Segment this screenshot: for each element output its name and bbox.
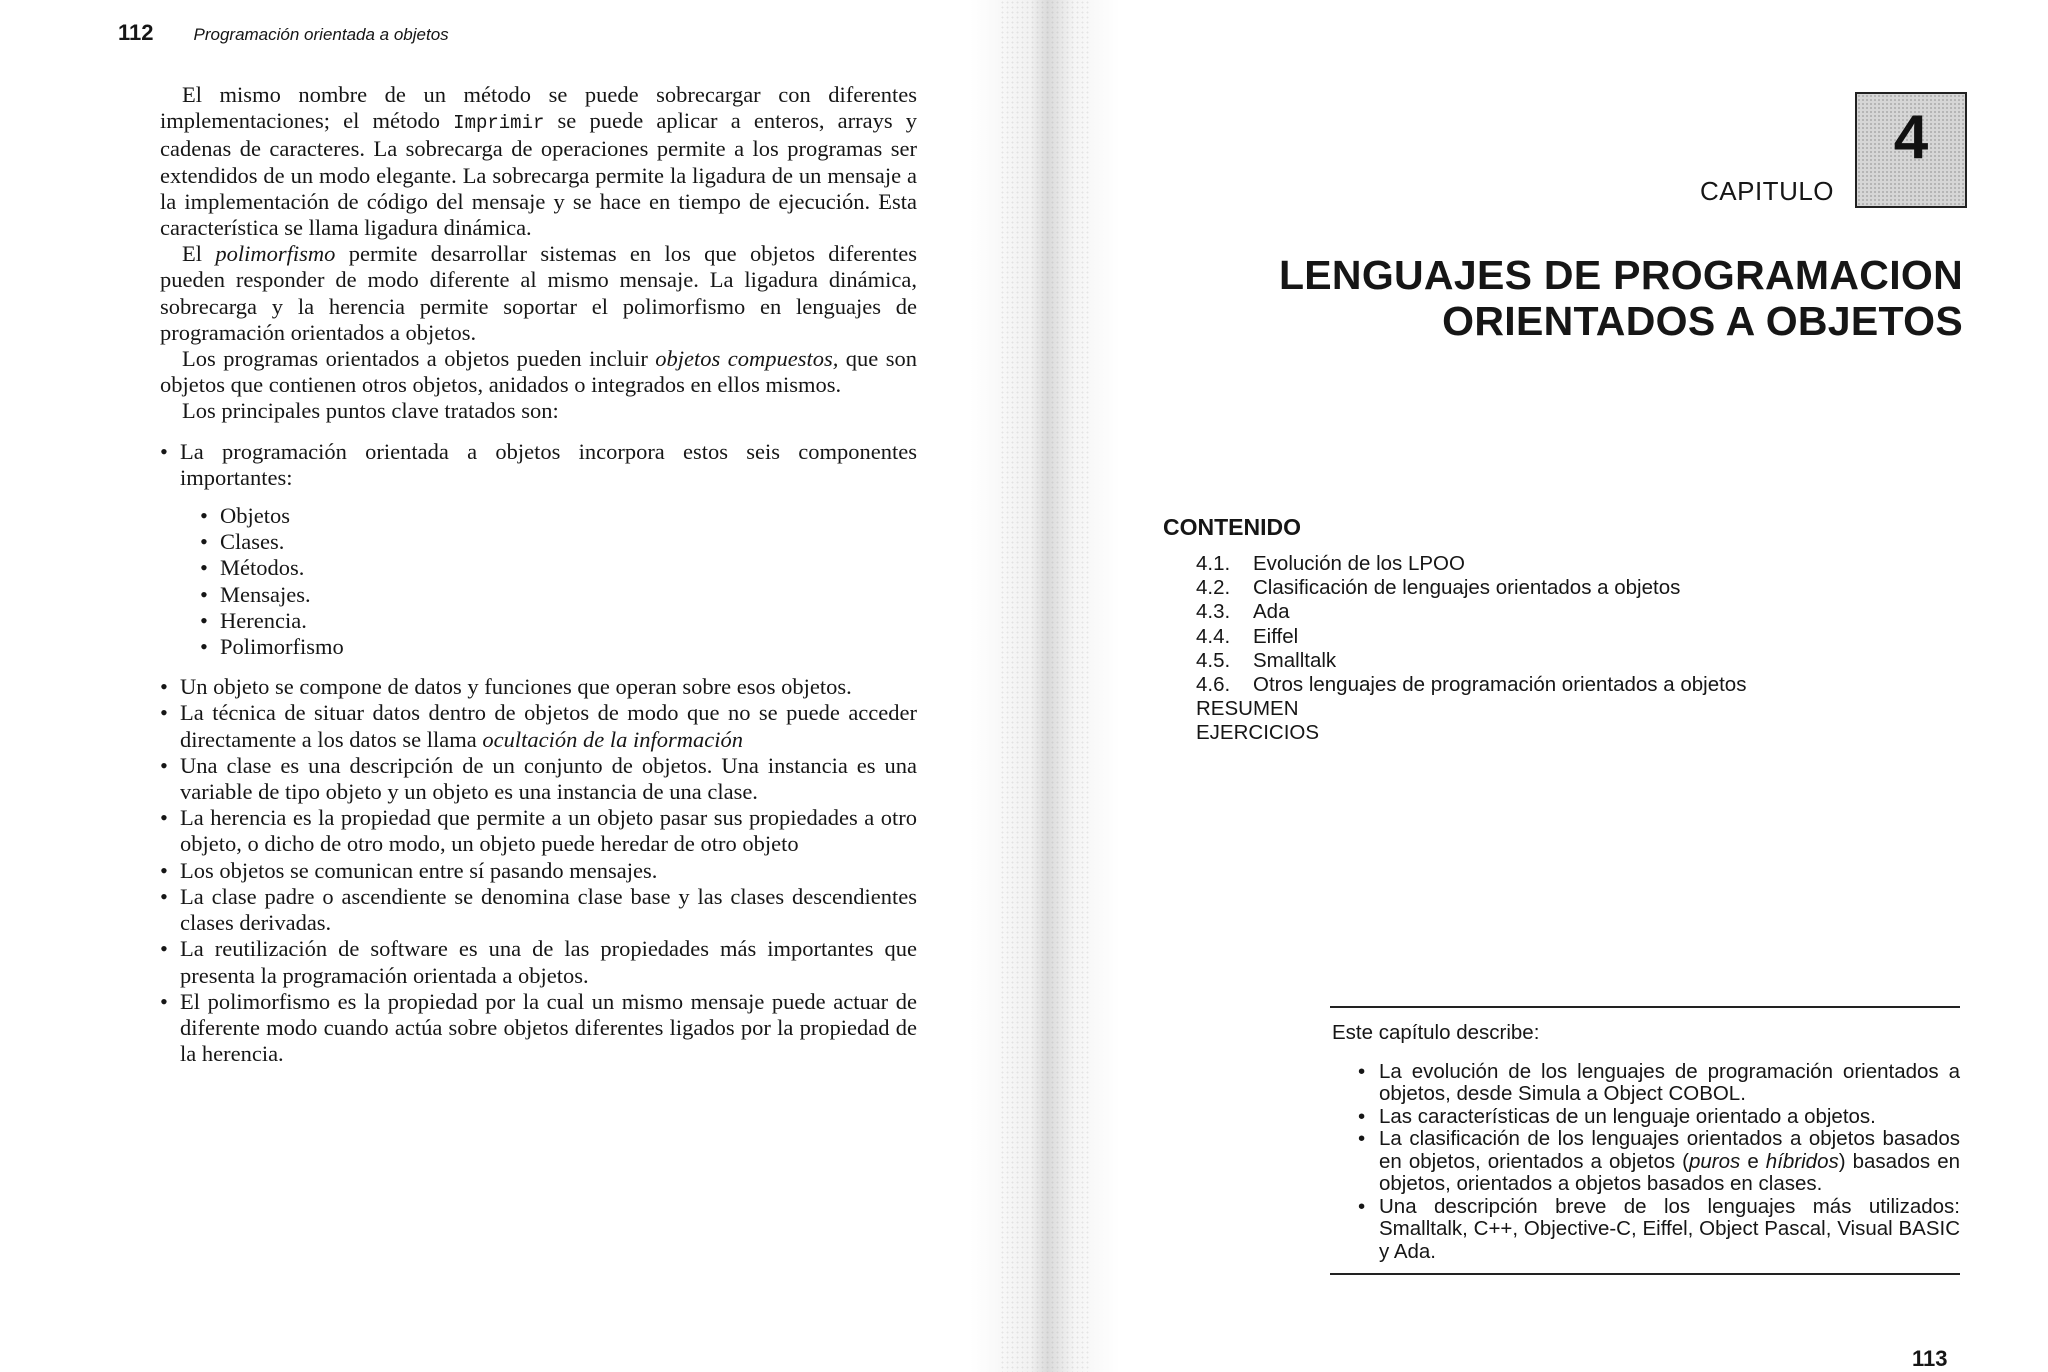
component-item: • Herencia. xyxy=(200,608,917,634)
section-number: 4.1. xyxy=(1196,552,1231,575)
paragraph-overloading: El mismo nombre de un método se puede sobrecargar con diferentes implementaciones; el método Imprimir se puede aplicar a enteros, arrays y cadenas de caracteres. La sobrecarga de operaciones permite a los programas ser extendidos de un modo elegante. La sobrecarga permite la ligadura de un mensaje a la implementación de código del mensaje y se hace en tiempo de ejecución. Esta característica se llama ligadura dinámica. xyxy=(160,82,917,241)
component-item: • Polimorfismo xyxy=(200,634,917,660)
summary-item: • La evolución de los lenguajes de programación orientados a objetos, desde Simula a Object COBOL. xyxy=(1358,1061,1960,1106)
chapter-label: CAPITULO xyxy=(1700,176,1835,206)
summary-item: • La clasificación de los lenguajes orientados a objetos basados en objetos, orientados a objetos (puros e híbridos) basados en objetos, orientados a objetos basados en clases. xyxy=(1358,1128,1960,1196)
contents-item xyxy=(1196,576,1746,600)
page-number-left: 112 xyxy=(118,20,154,45)
list-item: • Una clase es una descripción de un conjunto de objetos. Una instancia es una variable de tipo objeto y un objeto es una instancia de una clase. xyxy=(160,753,917,805)
code-imprimir: Imprimir xyxy=(453,112,545,135)
list-item: • La reutilización de software es una de las propiedades más importantes que presenta la programación orientada a objetos. xyxy=(160,936,917,988)
section-number: 4.2. xyxy=(1196,576,1231,600)
left-body-text xyxy=(160,82,917,1067)
section-title: Otros lenguajes de programación orientados a objetos xyxy=(1253,673,1747,697)
contents-item xyxy=(1196,625,1746,649)
component-item: • Métodos. xyxy=(200,555,917,581)
contents-ejercicios: EJERCICIOS xyxy=(1196,721,1320,745)
contents-item xyxy=(1196,673,1746,697)
contents-resumen: RESUMEN xyxy=(1196,697,1299,720)
chapter-title-line: ORIENTADOS A OBJETOS xyxy=(1442,298,1963,344)
running-title: Programación orientada a objetos xyxy=(193,25,449,44)
contents-extra xyxy=(1196,697,1319,745)
section-title: Eiffel xyxy=(1253,624,1299,648)
summary-list xyxy=(1358,1061,1960,1264)
components-list xyxy=(200,503,917,660)
key-points-list xyxy=(160,439,917,1068)
summary-intro: Este capítulo describe: xyxy=(1332,1021,1540,1044)
contents-heading: CONTENIDO xyxy=(1163,514,1301,540)
contents-item xyxy=(1196,649,1746,673)
list-item: • Los objetos se comunican entre sí pasando mensajes. xyxy=(160,858,917,884)
chapter-title xyxy=(1279,252,1963,344)
page-number-right: 113 xyxy=(1912,1346,1948,1371)
section-number: 4.4. xyxy=(1196,624,1231,648)
component-item: • Objetos xyxy=(200,503,917,529)
contents-list xyxy=(1196,552,1746,697)
paragraph-composite-objects: Los programas orientados a objetos pueden incluir objetos compuestos, que son objetos que contienen otros objetos, anidados o integrados en ellos mismos. xyxy=(160,346,917,398)
summary-item: • Las características de un lenguaje orientado a objetos. xyxy=(1358,1106,1960,1129)
list-item: • La herencia es la propiedad que permite a un objeto pasar sus propiedades a otro objeto, o dicho de otro modo, un objeto puede heredar de otro objeto xyxy=(160,805,917,857)
section-title: Ada xyxy=(1253,600,1290,624)
section-number: 4.6. xyxy=(1196,673,1231,697)
list-item: • La programación orientada a objetos incorpora estos seis componentes importantes: • Objetos • Clases. • Métodos. • Mensajes. • Herencia. • Polimorfismo xyxy=(160,439,917,661)
component-item: • Mensajes. xyxy=(200,582,917,608)
list-item: • La clase padre o ascendiente se denomina clase base y las clases descendientes clases derivadas. xyxy=(160,884,917,936)
paragraph-polymorphism: El polimorfismo permite desarrollar sistemas en los que objetos diferentes pueden responder de modo diferente al mismo mensaje. La ligadura dinámica, sobrecarga y la herencia permite soportar el polimorfismo en lenguajes de programación orientados a objetos. xyxy=(160,241,918,345)
list-item: • Un objeto se compone de datos y funciones que operan sobre esos objetos. xyxy=(160,674,917,700)
chapter-number-box xyxy=(1855,92,1967,208)
chapter-number: 4 xyxy=(1893,103,1929,172)
running-head xyxy=(118,20,449,46)
section-title: Evolución de los LPOO xyxy=(1253,552,1465,575)
summary-item: • Una descripción breve de los lenguajes más utilizados: Smalltalk, C++, Objective-C, Eiffel, Object Pascal, Visual BASIC y Ada. xyxy=(1358,1196,1960,1264)
section-title: Smalltalk xyxy=(1253,648,1337,672)
chapter-summary-box xyxy=(1330,1006,1960,1275)
paragraph-key-points: Los principales puntos clave tratados son: xyxy=(182,398,559,424)
gutter-shadow xyxy=(1000,0,1090,1372)
list-item: • La técnica de situar datos dentro de objetos de modo que no se puede acceder directamente a los datos se llama ocultación de la información xyxy=(160,700,917,752)
contents-item xyxy=(1196,552,1746,576)
list-item: • El polimorfismo es la propiedad por la cual un mismo mensaje puede actuar de diferente modo cuando actúa sobre objetos diferentes ligados por la propiedad de la herencia. xyxy=(160,989,917,1068)
component-item: • Clases. xyxy=(200,529,917,555)
contents-item xyxy=(1196,600,1746,624)
section-title: Clasificación de lenguajes orientados a objetos xyxy=(1253,576,1681,600)
section-number: 4.3. xyxy=(1196,600,1231,624)
chapter-title-line: LENGUAJES DE PROGRAMACION xyxy=(1278,252,1963,298)
section-number: 4.5. xyxy=(1196,648,1231,672)
